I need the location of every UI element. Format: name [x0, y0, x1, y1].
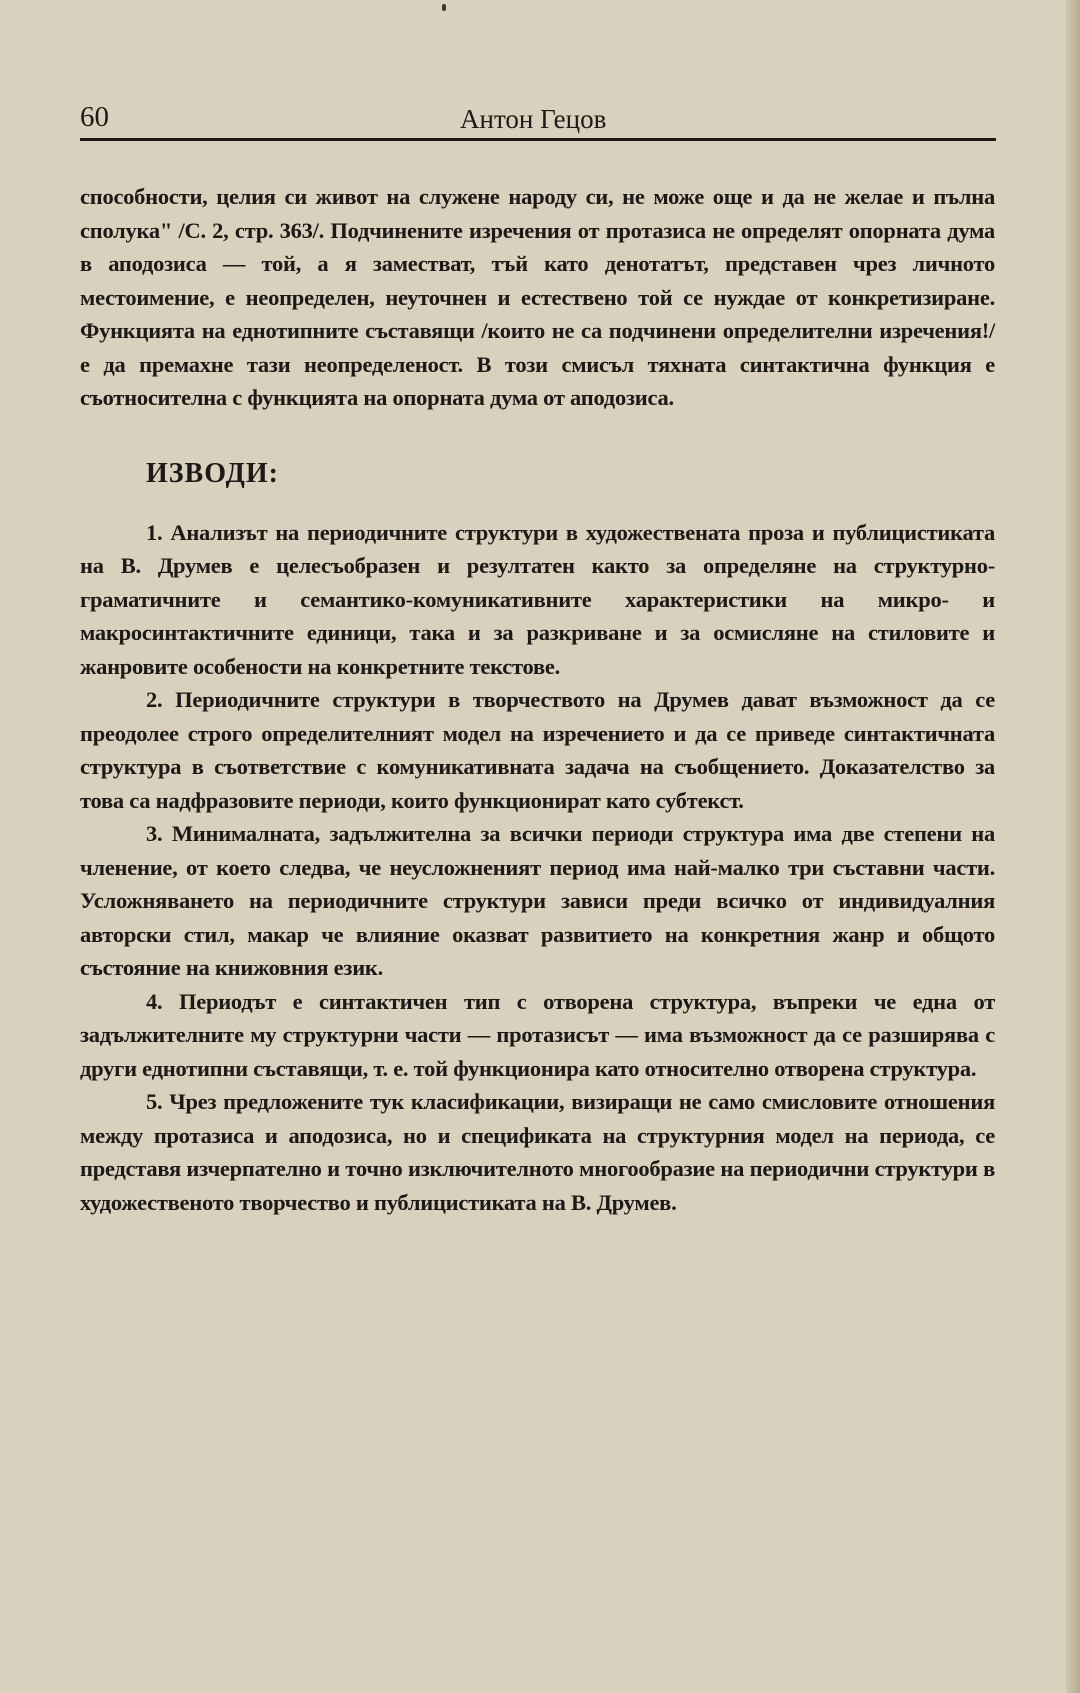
- page-edge: [1066, 0, 1080, 1693]
- section-heading-conclusions: ИЗВОДИ:: [146, 457, 279, 489]
- print-mark: [442, 4, 446, 11]
- conclusion-item-3: 3. Минималната, задължителна за всички периоди структура има две степени на членение, от което следва, че неусложненият период има най-малко три съставни части. Усложняването на периодичните структури зависи преди всичко от индивидуалния авторски стил, макар че влияние оказват развитието на конкретния жанр и общото състояние на книжовния език.: [80, 821, 995, 980]
- page-number: 60: [80, 101, 109, 133]
- header-rule: [80, 138, 996, 141]
- page-header: [80, 98, 995, 138]
- running-head-author: Антон Гецов: [460, 104, 607, 134]
- page-body: [80, 180, 995, 1219]
- conclusion-item-1: 1. Анализът на периодичните структури в художествената проза и публицистиката на В. Друмев е целесъобразен и резултатен както за определяне на структурно-граматичните и семантико-комуникативните характеристики на микро- и макросинтактичните единици, така и за разкриване и за осмисляне на стиловите и жанровите особености на конкретните текстове.: [80, 519, 995, 679]
- conclusion-item-2: 2. Периодичните структури в творчеството на Друмев дават възможност да се преодолее строго определителният модел на изречението и да се приведе синтактичната структура в съответствие с комуникативната задача на съобщението. Доказателство за това са надфразовите периоди, които функционират като субтекст.: [80, 687, 995, 813]
- intro-paragraph: способности, целия си живот на служене народу си, не може още и да не желае и пълна сполука" /С. 2, стр. 363/. Подчинените изречения от протазиса не определят опорната дума в аподозиса — той, а я заместват, тъй като денотатът, представен чрез личното местоимение, е неопределен, неуточнен и естествено той се нуждае от конкретизиране. Функцията на еднотипните съставящи /които не са подчинени определителни изречения!/ е да премахне тази неопределеност. В този смисъл тяхната синтактична функция е съотносителна с функцията на опорната дума от аподозиса.: [80, 184, 995, 410]
- conclusion-item-5: 5. Чрез предложените тук класификации, визиращи не само смисловите отношения между протазиса и аподозиса, но и спецификата на структурния модел на периода, се представя изчерпателно и точно изключителното многообразие на периодични структури в художественото творчество и публицистиката на В. Друмев.: [80, 1089, 995, 1215]
- conclusion-item-4: 4. Периодът е синтактичен тип с отворена структура, въпреки че една от задължителните му структурни части — протазисът — има възможност да се разширява с други еднотипни съставящи, т. е. той функционира като относително отворена структура.: [80, 988, 995, 1081]
